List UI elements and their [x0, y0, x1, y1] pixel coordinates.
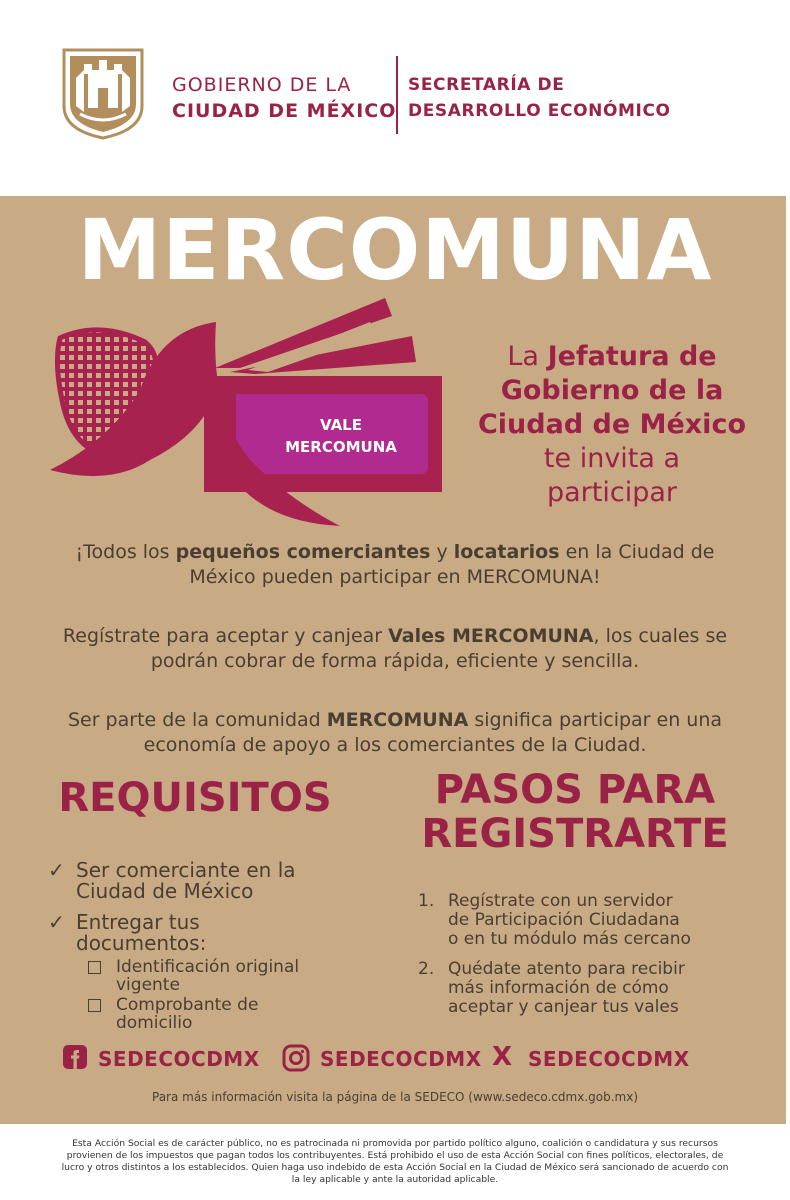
legal-line2: provienen de los impuestos que pagan todos los contribuyentes. Está prohibido el uso de esta Acción Social con fines políticos, electorales, de — [66, 1150, 724, 1161]
cdmx-shield-icon — [62, 48, 144, 140]
paso1-line3: o en tu módulo más cercano — [448, 929, 691, 949]
mercomuna-voucher-illustration-icon — [40, 290, 460, 530]
legal-line3: lucro y otros distintos a los establecidos. Quien haga uso indebido de esta Acción Social en la Ciudad de México será sancionado de acuerdo con — [61, 1162, 729, 1173]
requisitos-title: REQUISITOS — [58, 775, 332, 821]
vale-line2: MERCOMUNA — [285, 438, 397, 456]
check-icon: ✓ — [48, 858, 65, 882]
paso1-line2: de Participación Ciudadana — [448, 910, 680, 930]
p1-b: pequeños comerciantes — [175, 541, 431, 563]
gov-line2: CIUDAD DE MÉXICO — [172, 100, 397, 122]
instagram-handle: SEDECOCDMX — [320, 1047, 482, 1071]
p3-b: MERCOMUNA — [326, 709, 469, 731]
sec-line1: SECRETARÍA DE — [408, 75, 565, 95]
paragraph-1 — [20, 540, 770, 590]
req1-line2: Ciudad de México — [76, 879, 254, 903]
header — [0, 0, 790, 196]
p2-c: , los cuales se — [593, 625, 728, 647]
invite-bold3: Ciudad de México — [477, 409, 746, 440]
legal-disclaimer — [20, 1138, 770, 1186]
p3-d: economía de apoyo a los comerciantes de la Ciudad. — [143, 734, 647, 756]
more-info-text: Para más información visita la página de la SEDECO (www.sedeco.cdmx.gob.mx) — [152, 1090, 638, 1104]
header-divider — [396, 56, 398, 134]
sub2-line1: Comprobante de — [116, 995, 259, 1015]
checkbox-square-icon — [88, 999, 101, 1012]
p3-a: Ser parte de la comunidad — [67, 709, 327, 731]
page-title: MERCOMUNA — [77, 201, 713, 299]
facebook-icon — [62, 1044, 88, 1070]
social-instagram[interactable] — [282, 1044, 492, 1074]
secretariat-name — [408, 72, 671, 124]
social-x[interactable] — [492, 1044, 702, 1074]
pasos-title — [410, 768, 740, 856]
paso-2-number: 2. — [418, 959, 435, 979]
checkbox-square-icon — [88, 961, 101, 974]
paso2-line2: más información de cómo — [448, 978, 669, 998]
vale-line1: VALE — [319, 416, 362, 434]
invite-text — [462, 340, 762, 510]
check-icon: ✓ — [48, 910, 65, 934]
p1-d: locatarios — [453, 541, 560, 563]
x-handle: SEDECOCDMX — [528, 1047, 690, 1071]
instagram-icon — [282, 1044, 310, 1072]
vale-label — [266, 414, 416, 458]
p2-d: podrán cobrar de forma rápida, eficiente y sencilla. — [150, 650, 640, 672]
sub2-line2: domicilio — [116, 1013, 193, 1033]
paragraph-3 — [20, 708, 770, 758]
social-facebook[interactable] — [62, 1044, 272, 1074]
legal-line4: la ley aplicable y ante la autoridad aplicable. — [291, 1174, 499, 1185]
paso1-line1: Regístrate con un servidor — [448, 891, 673, 911]
pasos-title-line1: PASOS PARA — [434, 767, 716, 813]
invite-line5: participar — [546, 477, 677, 508]
p1-c: y — [430, 541, 454, 563]
p1-a: ¡Todos los — [75, 541, 176, 563]
p3-c: significa participar en una — [468, 709, 723, 731]
invite-bold2: Gobierno de la — [500, 375, 724, 406]
pasos-title-line2: REGISTRARTE — [421, 811, 729, 857]
gov-line1: GOBIERNO DE LA — [172, 74, 352, 96]
gov-name — [172, 72, 396, 124]
x-logo-icon: X — [492, 1042, 513, 1072]
invite-bold1: Jefatura de — [547, 341, 717, 372]
sec-line2: DESARROLLO ECONÓMICO — [408, 101, 671, 121]
paso2-line1: Quédate atento para recibir — [448, 959, 685, 979]
paso-1-number: 1. — [418, 891, 435, 911]
legal-line1: Esta Acción Social es de carácter público, no es patrocinada ni promovida por partido político alguno, coalición o candidatura y sus recursos — [72, 1138, 718, 1149]
req2-line2: documentos: — [76, 931, 207, 955]
invite-pre: La — [507, 341, 548, 372]
paragraph-2 — [20, 624, 770, 674]
p2-a: Regístrate para aceptar y canjear — [62, 625, 389, 647]
p2-b: Vales MERCOMUNA — [388, 625, 594, 647]
sub1-line1: Identificación original — [116, 957, 300, 977]
facebook-handle: SEDECOCDMX — [98, 1047, 260, 1071]
invite-line4: te invita a — [543, 443, 681, 474]
p1-f: México pueden participar en MERCOMUNA! — [189, 566, 601, 588]
sub1-line2: vigente — [116, 975, 180, 995]
req1-line1: Ser comerciante en la — [76, 858, 296, 882]
paso2-line3: aceptar y canjear tus vales — [448, 997, 679, 1017]
req2-line1: Entregar tus — [76, 910, 200, 934]
p1-e: en la Ciudad de — [559, 541, 715, 563]
